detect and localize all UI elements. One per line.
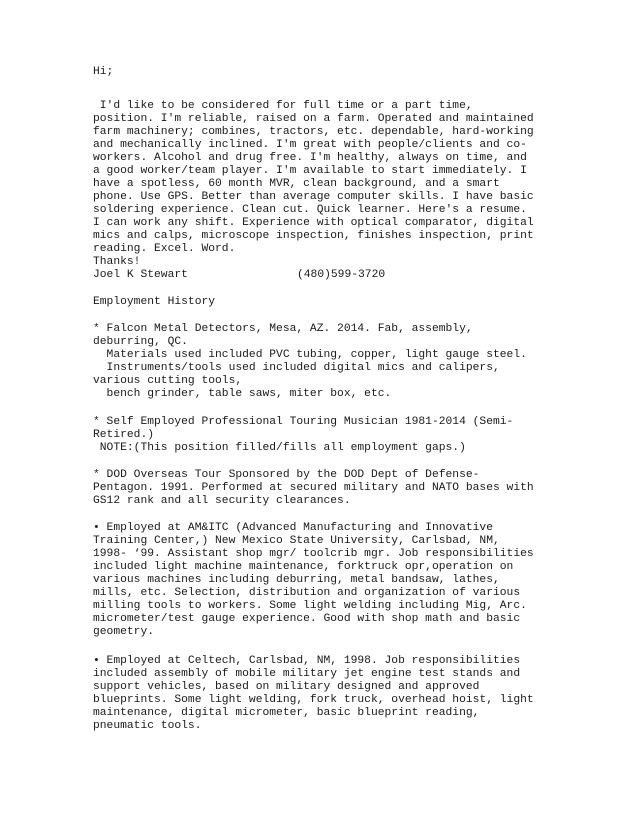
letter-line: workers. Alcohol and drug free. I'm healthy, always on time, and <box>93 152 527 164</box>
entry-line: NOTE:(This position filled/fills all employment gaps.) <box>93 442 466 454</box>
entry-line: support vehicles, based on military designed and approved <box>93 681 480 693</box>
letter-line: reading. Excel. Word. <box>93 243 236 255</box>
entry-line: Pentagon. 1991. Performed at secured military and NATO bases with <box>93 482 534 494</box>
entry-line: geometry. <box>93 626 155 638</box>
entry-line: Retired.) <box>93 429 155 441</box>
letter-line: soldering experience. Clean cut. Quick learner. Here's a resume. <box>93 204 527 216</box>
entry-line: mills, etc. Selection, distribution and organization of various <box>93 587 521 599</box>
entry-line: maintenance, digital micrometer, basic blueprint reading, <box>93 707 480 719</box>
entry-line: • Employed at Celtech, Carlsbad, NM, 1998. Job responsibilities <box>93 655 521 667</box>
entry-line: • Employed at AM&ITC (Advanced Manufacturing and Innovative <box>93 522 493 534</box>
letter-line: position. I'm reliable, raised on a farm. Operated and maintained <box>93 113 534 125</box>
entry-line: included assembly of mobile military jet engine test stands and <box>93 668 521 680</box>
entry-line: 1998- ‘99. Assistant shop mgr/ toolcrib mgr. Job responsibilities <box>93 548 534 560</box>
letter-line: have a spotless, 60 month MVR, clean background, and a smart <box>93 178 500 190</box>
entry-line: milling tools to workers. Some light welding including Mig, Arc. <box>93 600 527 612</box>
entry-line: GS12 rank and all security clearances. <box>93 495 351 507</box>
entry-line: deburring, QC. <box>93 336 188 348</box>
entry-line: various cutting tools, <box>93 375 243 387</box>
entry-line: * Self Employed Professional Touring Musician 1981-2014 (Semi- <box>93 416 514 428</box>
entry-line: included light machine maintenance, forktruck opr,operation on <box>93 561 514 573</box>
entry-line: Training Center,) New Mexico State University, Carlsbad, NM, <box>93 535 500 547</box>
entry-line: blueprints. Some light welding, fork truck, overhead hoist, light <box>93 694 534 706</box>
letter-line: mics and calps, microscope inspection, finishes inspection, print <box>93 230 534 242</box>
entry-line: pneumatic tools. <box>93 720 202 732</box>
signature-name: Joel K Stewart <box>93 269 188 281</box>
closing: Thanks! <box>93 256 141 268</box>
entry-line: micrometer/test gauge experience. Good with shop math and basic <box>93 613 521 625</box>
entry-line: Materials used included PVC tubing, copper, light gauge steel. <box>93 349 527 361</box>
entry-line: * DOD Overseas Tour Sponsored by the DOD Dept of Defense- <box>93 469 480 481</box>
entry-line: bench grinder, table saws, miter box, etc. <box>93 388 392 400</box>
letter-line: farm machinery; combines, tractors, etc. dependable, hard-working <box>93 126 534 138</box>
section-heading: Employment History <box>93 296 216 308</box>
letter-line: I can work any shift. Experience with optical comparator, digital <box>93 217 534 229</box>
entry-line: * Falcon Metal Detectors, Mesa, AZ. 2014. Fab, assembly, <box>93 323 473 335</box>
entry-line: Instruments/tools used included digital mics and calipers, <box>93 362 500 374</box>
greeting: Hi; <box>93 66 114 78</box>
letter-line: phone. Use GPS. Better than average computer skills. I have basic <box>93 191 534 203</box>
letter-line: and mechanically inclined. I'm great with people/clients and co- <box>93 139 527 151</box>
letter-line: a good worker/team player. I'm available to start immediately. I <box>93 165 527 177</box>
letter-line: I'd like to be considered for full time or a part time, <box>93 100 473 112</box>
signature-phone: (480)599-3720 <box>297 269 386 281</box>
entry-line: various machines including deburring, metal bandsaw, lathes, <box>93 574 500 586</box>
